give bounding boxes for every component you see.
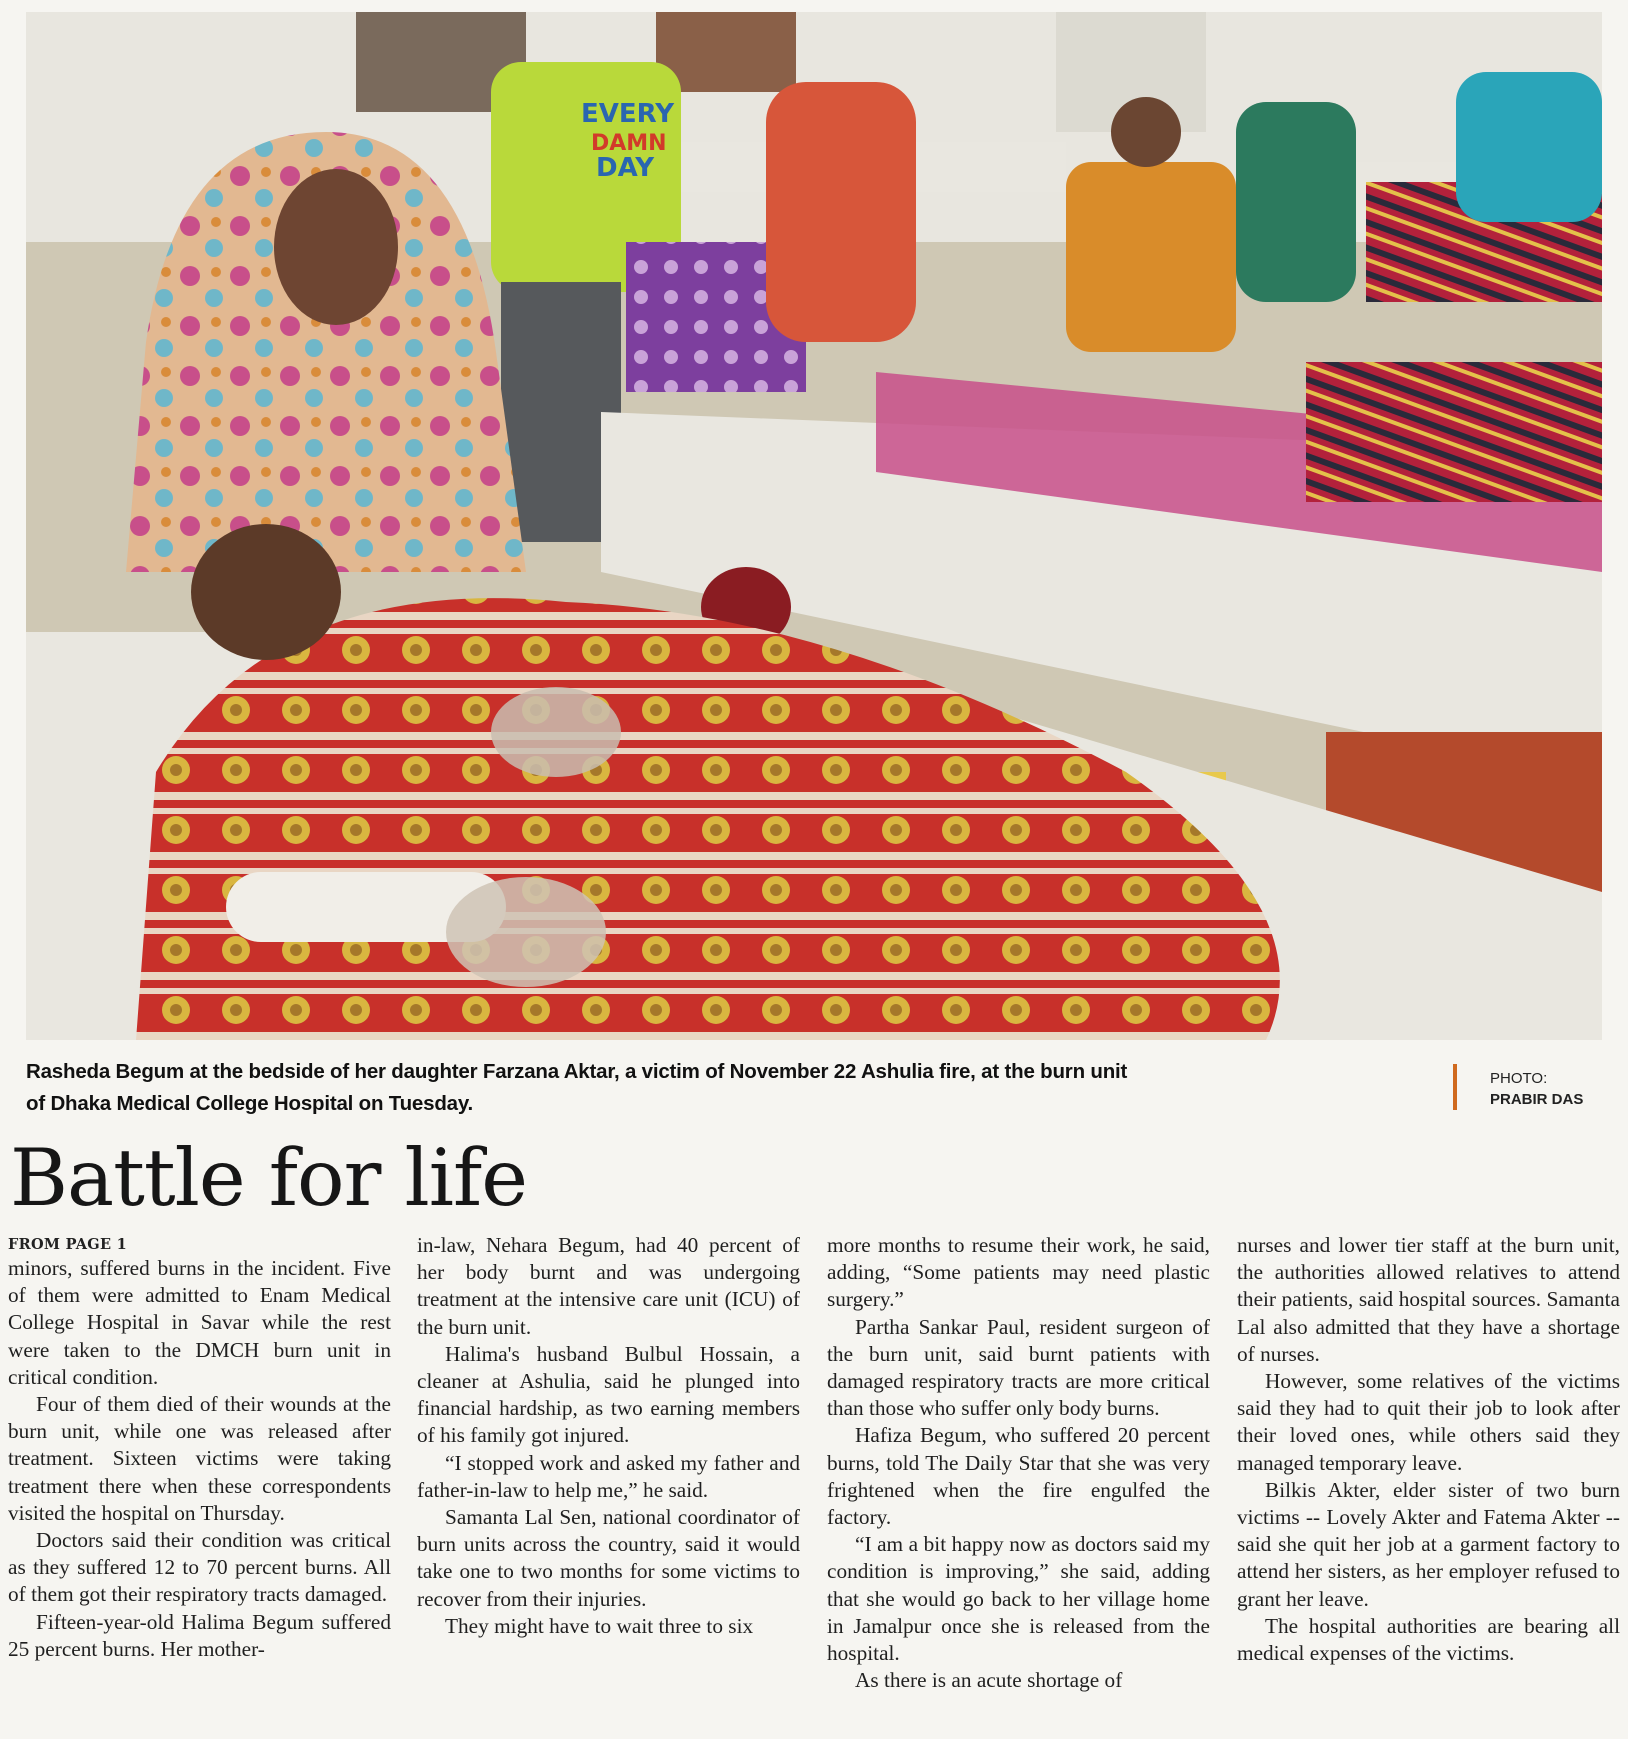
shirt-text-line1: EVERY — [581, 99, 675, 129]
paragraph: The hospital authorities are bearing all medical expenses of the victims. — [1237, 1613, 1620, 1666]
caption-line-1: Rasheda Begum at the bedside of her daughter Farzana Aktar, a victim of November 22 Ashulia fire, at the burn unit — [26, 1060, 1128, 1083]
paragraph: Four of them died of their wounds at the burn unit, while one was released after treatment. Sixteen victims were taking treatment there when these correspondents visited the hospital on Thursday. — [8, 1392, 391, 1525]
paragraph: nurses and lower tier staff at the burn unit, the authorities allowed relatives to attend their patients, said hospital sources. Samanta Lal also admitted that they have a shortage of nurses. — [1237, 1233, 1620, 1366]
shirt-text-line2: DAMN — [591, 131, 667, 156]
paragraph: Samanta Lal Sen, national coordinator of burn units across the country, said it would take one to two months for some victims to recover from their injuries. — [417, 1505, 800, 1611]
photo-caption — [26, 1056, 1226, 1120]
photo-credit — [1490, 1068, 1583, 1110]
paragraph: Partha Sankar Paul, resident surgeon of the burn unit, said burnt patients with damaged respiratory tracts are more critical than those who suffer only body burns. — [827, 1314, 1210, 1421]
article-column-4 — [1237, 1232, 1620, 1667]
paragraph: in-law, Nehara Begum, had 40 percent of her body burnt and was undergoing treatment at the intensive care unit (ICU) of the burn unit. — [417, 1233, 800, 1339]
paragraph: Bilkis Akter, elder sister of two burn victims -- Lovely Akter and Fatema Akter -- said she quit her job at a garment factory to attend her sisters, as her employer refused to grant her leave. — [1237, 1477, 1620, 1611]
article-body — [8, 1232, 1620, 1732]
news-photo — [26, 12, 1602, 1040]
dateline: FROM PAGE 1 — [8, 1236, 128, 1253]
article-column-1 — [8, 1232, 391, 1663]
paragraph: As there is an acute shortage of — [855, 1668, 1123, 1693]
paragraph: Halima's husband Bulbul Hossain, a cleaner at Ashulia, said he plunged into financial hardship, as two earning members of his family got injured. — [417, 1341, 800, 1448]
paragraph: However, some relatives of the victims said they had to quit their job to look after their loved ones, while others said they managed temporary leave. — [1237, 1369, 1620, 1475]
paragraph: Doctors said their condition was critical as they suffered 12 to 70 percent burns. All of them got their respiratory tracts damaged. — [8, 1528, 391, 1607]
headline: Battle for life — [10, 1132, 527, 1224]
article-column-2 — [417, 1232, 800, 1640]
burn-unit-ward-photo — [26, 12, 1602, 1040]
credit-divider — [1453, 1064, 1457, 1110]
paragraph: “I stopped work and asked my father and father-in-law to help me,” he said. — [417, 1450, 800, 1502]
paragraph: more months to resume their work, he said, adding, “Some patients may need plastic surgery.” — [827, 1233, 1210, 1312]
paragraph: minors, suffered burns in the incident. Five of them were admitted to Enam Medical College Hospital in Savar while the rest were taken to the DMCH burn unit in critical condition. — [8, 1256, 391, 1389]
paragraph: “I am a bit happy now as doctors said my condition is improving,” she said, adding that she would go back to her village home in Jamalpur once she is released from the hospital. — [827, 1532, 1210, 1666]
paragraph: They might have to wait three to six — [445, 1613, 754, 1638]
caption-line-2: of Dhaka Medical College Hospital on Tuesday. — [26, 1092, 474, 1115]
paragraph: Fifteen-year-old Halima Begum suffered 25 percent burns. Her mother- — [8, 1609, 391, 1661]
credit-name: PRABIR DAS — [1490, 1091, 1584, 1108]
paragraph: Hafiza Begum, who suffered 20 percent burns, told The Daily Star that she was very frightened when the fire engulfed the factory. — [827, 1423, 1210, 1530]
article-column-3 — [827, 1232, 1210, 1694]
credit-label: PHOTO: — [1490, 1070, 1548, 1087]
shirt-text-line3: DAY — [596, 153, 655, 183]
